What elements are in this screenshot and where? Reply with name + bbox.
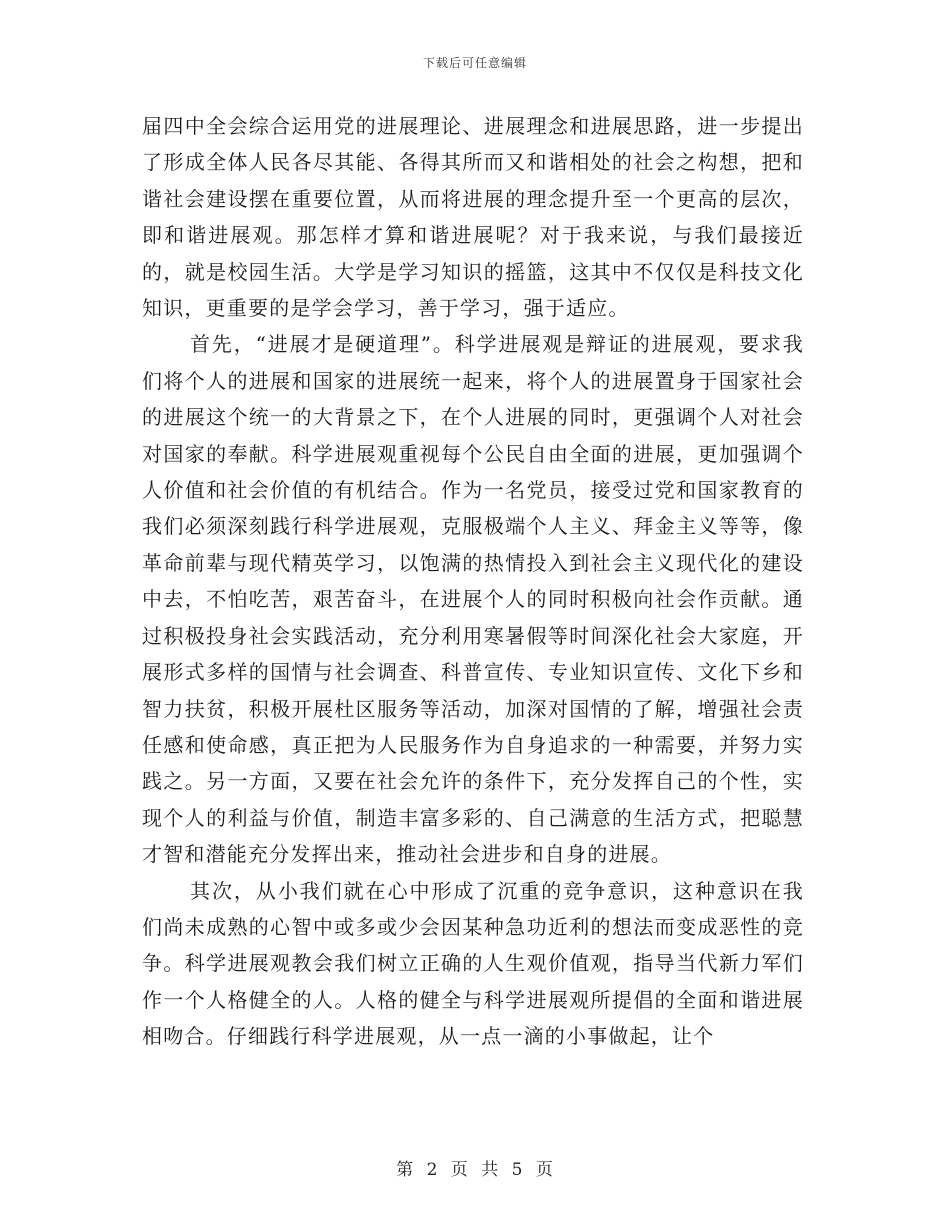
page-number: 第 2 页 共 5 页: [396, 1160, 554, 1180]
document-body: [142, 108, 804, 1055]
paragraph-continuation: 届四中全会综合运用党的进展理论、进展理念和进展思路，进一步提出了形成全体人民各尽其能、各得其所而又和谐相处的社会之构想，把和谐社会建设摆在重要位置，从而将进展的理念提升至一个更高的层次，即和谐进展观。那怎样才算和谐进展呢？对于我来说，与我们最接近的，就是校园生活。大学是学习知识的摇篮，这其中不仅仅是科技文化知识，更重要的是学会学习，善于学习，强于适应。: [142, 114, 804, 321]
paragraph-first-point: 首先，“进展才是硬道理”。科学进展观是辩证的进展观，要求我们将个人的进展和国家的进展统一起来，将个人的进展置身于国家社会的进展这个统一的大背景之下，在个人进展的同时，更强调个人对社会对国家的奉献。科学进展观重视每个公民自由全面的进展，更加强调个人价值和社会价值的有机结合。作为一名党员，接受过党和国家教育的我们必须深刻践行科学进展观，克服极端个人主义、拜金主义等等，像革命前辈与现代精英学习，以饱满的热情投入到社会主义现代化的建设中去，不怕吃苦，艰苦奋斗，在进展个人的同时积极向社会作贡献。通过积极投身社会实践活动，充分利用寒暑假等时间深化社会大家庭，开展形式多样的国情与社会调查、科普宣传、专业知识宣传、文化下乡和智力扶贫，积极开展杜区服务等活动，加深对国情的了解，增强社会责任感和使命感，真正把为人民服务作为自身追求的一种需要，并努力实践之。另一方面，又要在社会允许的条件下，充分发挥自己的个性，实现个人的利益与价值，制造丰富多彩的、自己满意的生活方式，把聪慧才智和潜能充分发挥出来，推动社会进步和自身的进展。: [142, 332, 804, 867]
page-header-note: 下载后可任意编辑: [422, 56, 527, 70]
paragraph-second-point: 其次，从小我们就在心中形成了沉重的竞争意识，这种意识在我们尚未成熟的心智中或多或少会因某种急功近利的想法而变成恶性的竞争。科学进展观教会我们树立正确的人生观价值观，指导当代新力军们作一个人格健全的人。人格的健全与科学进展观所提倡的全面和谐进展相吻合。仔细践行科学进展观，从一点一滴的小事做起，让个: [142, 878, 804, 1049]
